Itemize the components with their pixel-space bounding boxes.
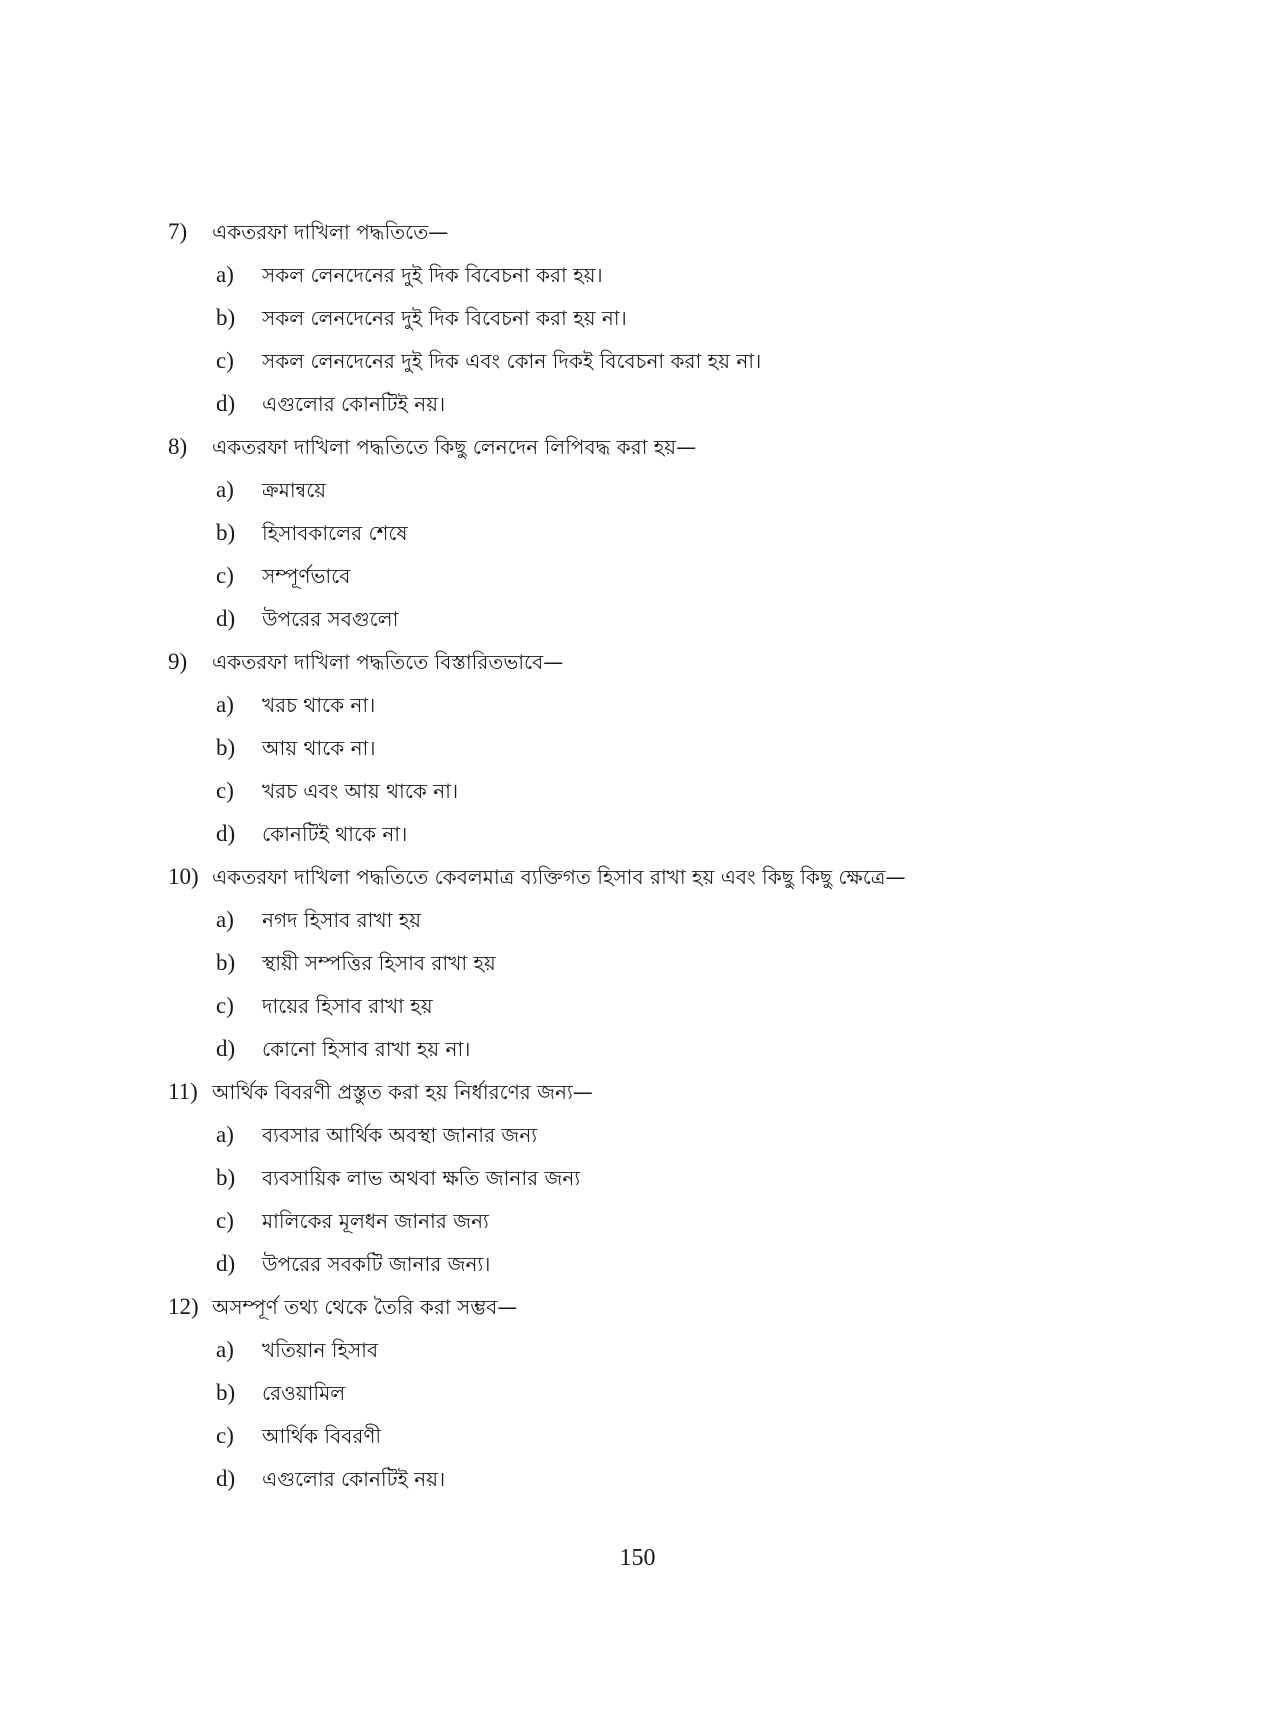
- question-text: একতরফা দাখিলা পদ্ধতিতে বিস্তারিতভাবে—: [212, 650, 564, 674]
- option-letter: b): [216, 1380, 236, 1405]
- option-text: ব্যবসার আর্থিক অবস্থা জানার জন্য: [262, 1123, 538, 1147]
- page-number: 150: [619, 1545, 656, 1571]
- option-text: খরচ এবং আয় থাকে না।: [262, 779, 459, 803]
- question-12-option-c: [168, 1414, 1168, 1457]
- question-10: [168, 855, 1168, 898]
- option-letter: a): [216, 1337, 234, 1362]
- option-letter: b): [216, 1165, 236, 1190]
- question-number: 7): [168, 219, 188, 244]
- question-8: [168, 425, 1168, 468]
- option-text: আর্থিক বিবরণী: [262, 1424, 382, 1448]
- question-8-option-a: [168, 468, 1168, 511]
- option-letter: c): [216, 1208, 234, 1233]
- option-letter: a): [216, 1122, 234, 1147]
- question-8-option-d: [168, 597, 1168, 640]
- question-9-option-d: [168, 812, 1168, 855]
- question-7-option-b: [168, 296, 1168, 339]
- question-12-option-a: [168, 1328, 1168, 1371]
- option-text: সকল লেনদেনের দুই দিক বিবেচনা করা হয় না।: [262, 306, 627, 330]
- question-9: [168, 640, 1168, 683]
- question-12: [168, 1285, 1168, 1328]
- option-text: কোনো হিসাব রাখা হয় না।: [262, 1037, 471, 1061]
- option-letter: d): [216, 391, 236, 416]
- option-letter: c): [216, 778, 234, 803]
- option-letter: c): [216, 563, 234, 588]
- option-letter: b): [216, 950, 236, 975]
- question-12-option-b: [168, 1371, 1168, 1414]
- option-letter: d): [216, 1036, 236, 1061]
- question-10-option-d: [168, 1027, 1168, 1070]
- option-text: খতিয়ান হিসাব: [262, 1338, 379, 1362]
- question-12-option-d: [168, 1457, 1168, 1500]
- option-text: মালিকের মূলধন জানার জন্য: [262, 1209, 489, 1233]
- option-letter: c): [216, 1423, 234, 1448]
- option-letter: b): [216, 520, 236, 545]
- option-letter: b): [216, 305, 236, 330]
- option-text: ব্যবসায়িক লাভ অথবা ক্ষতি জানার জন্য: [262, 1166, 581, 1190]
- option-letter: a): [216, 692, 234, 717]
- question-10-option-c: [168, 984, 1168, 1027]
- question-text: একতরফা দাখিলা পদ্ধতিতে কিছু লেনদেন লিপিবদ্ধ করা হয়—: [212, 435, 697, 459]
- question-7: [168, 210, 1168, 253]
- option-text: রেওয়ামিল: [262, 1381, 346, 1405]
- question-11: [168, 1070, 1168, 1113]
- option-text: আয় থাকে না।: [262, 736, 376, 760]
- question-7-option-c: [168, 339, 1168, 382]
- option-letter: c): [216, 993, 234, 1018]
- option-text: সকল লেনদেনের দুই দিক এবং কোন দিকই বিবেচনা করা হয় না।: [262, 349, 762, 373]
- option-text: দায়ের হিসাব রাখা হয়: [262, 994, 433, 1018]
- question-9-option-a: [168, 683, 1168, 726]
- question-number: 8): [168, 434, 188, 459]
- question-11-option-b: [168, 1156, 1168, 1199]
- question-11-option-d: [168, 1242, 1168, 1285]
- option-text: এগুলোর কোনটিই নয়।: [262, 392, 446, 416]
- option-text: স্থায়ী সম্পত্তির হিসাব রাখা হয়: [262, 951, 496, 975]
- option-text: খরচ থাকে না।: [262, 693, 376, 717]
- option-text: কোনটিই থাকে না।: [262, 822, 408, 846]
- option-text: সকল লেনদেনের দুই দিক বিবেচনা করা হয়।: [262, 263, 603, 287]
- question-text: অসম্পূর্ণ তথ্য থেকে তৈরি করা সম্ভব—: [212, 1295, 518, 1319]
- question-text: আর্থিক বিবরণী প্রস্তুত করা হয় নির্ধারণের জন্য—: [212, 1080, 593, 1104]
- option-text: হিসাবকালের শেষে: [262, 521, 408, 545]
- question-list: [168, 210, 1168, 1500]
- option-letter: a): [216, 477, 234, 502]
- question-9-option-b: [168, 726, 1168, 769]
- question-number: 11): [168, 1079, 198, 1104]
- question-text: একতরফা দাখিলা পদ্ধতিতে কেবলমাত্র ব্যক্তিগত হিসাব রাখা হয় এবং কিছু কিছু ক্ষেত্রে—: [212, 865, 906, 889]
- option-letter: d): [216, 606, 236, 631]
- question-10-option-b: [168, 941, 1168, 984]
- question-11-option-a: [168, 1113, 1168, 1156]
- option-text: উপরের সবকটি জানার জন্য।: [262, 1252, 491, 1276]
- option-text: সম্পূর্ণভাবে: [262, 564, 351, 588]
- option-letter: d): [216, 1251, 236, 1276]
- question-8-option-c: [168, 554, 1168, 597]
- question-8-option-b: [168, 511, 1168, 554]
- option-letter: a): [216, 262, 234, 287]
- question-11-option-c: [168, 1199, 1168, 1242]
- option-letter: c): [216, 348, 234, 373]
- option-text: এগুলোর কোনটিই নয়।: [262, 1467, 446, 1491]
- question-number: 10): [168, 864, 199, 889]
- question-number: 9): [168, 649, 188, 674]
- option-letter: d): [216, 821, 236, 846]
- option-text: নগদ হিসাব রাখা হয়: [262, 908, 422, 932]
- question-text: একতরফা দাখিলা পদ্ধতিতে—: [212, 220, 449, 244]
- option-text: ক্রমান্বয়ে: [262, 478, 327, 502]
- option-letter: a): [216, 907, 234, 932]
- question-10-option-a: [168, 898, 1168, 941]
- option-letter: b): [216, 735, 236, 760]
- question-9-option-c: [168, 769, 1168, 812]
- option-letter: d): [216, 1466, 236, 1491]
- question-number: 12): [168, 1294, 199, 1319]
- question-7-option-d: [168, 382, 1168, 425]
- question-7-option-a: [168, 253, 1168, 296]
- option-text: উপরের সবগুলো: [262, 607, 399, 631]
